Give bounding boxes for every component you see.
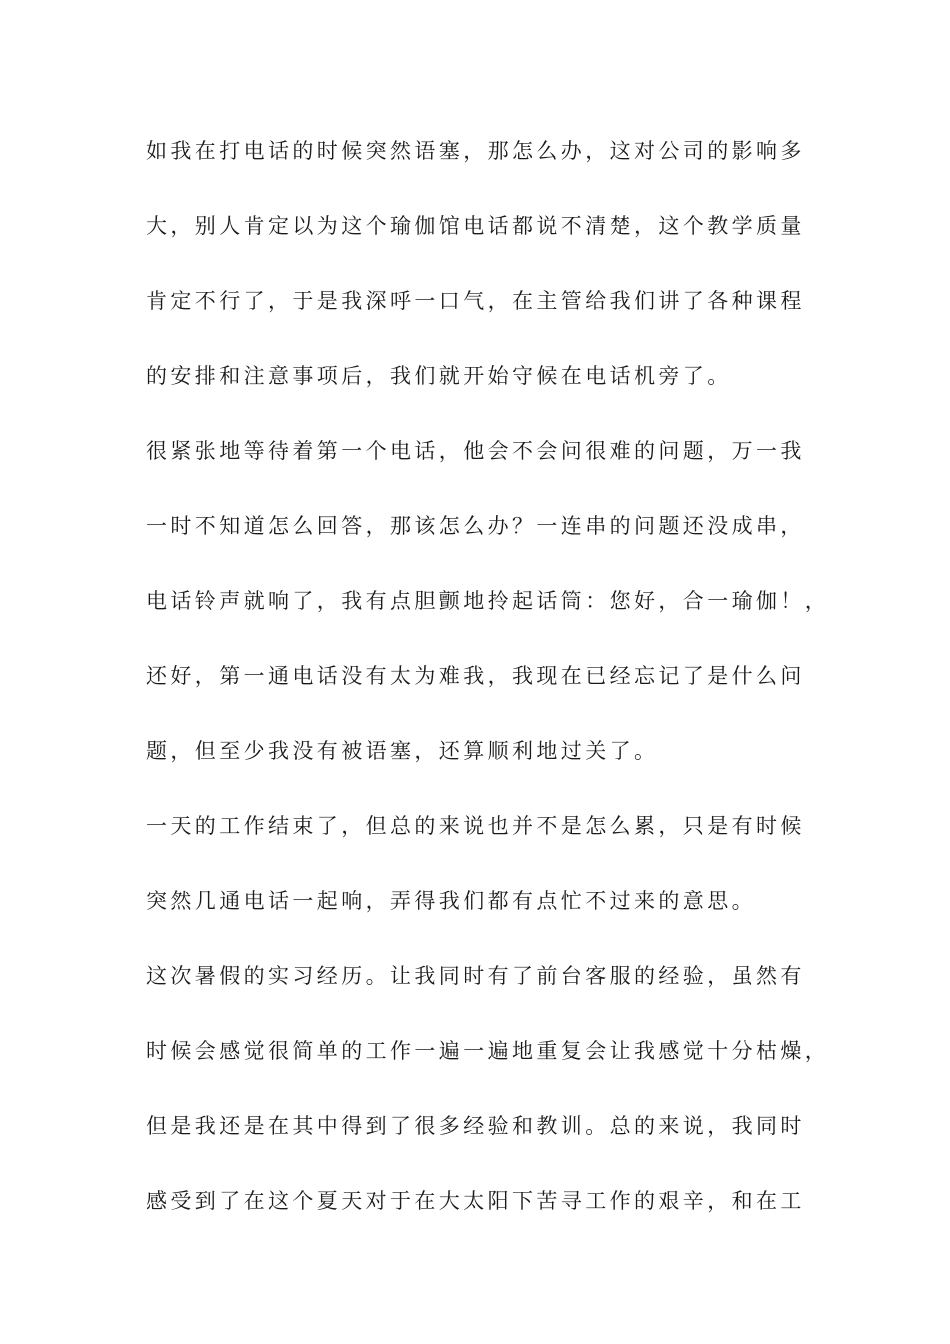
text-line: 但是我还是在其中得到了很多经验和教训。总的来说，我同时 [146,1114,805,1138]
text-line: 一天的工作结束了，但总的来说也并不是怎么累，只是有时候 [146,814,805,838]
text-line: 很紧张地等待着第一个电话，他会不会问很难的问题，万一我 [146,439,805,463]
text-line: 电话铃声就响了，我有点胆颤地拎起话筒：您好，合一瑜伽！， [146,589,830,613]
text-line: 大，别人肯定以为这个瑜伽馆电话都说不清楚，这个教学质量 [146,214,805,238]
text-line: 感受到了在这个夏天对于在大太阳下苦寻工作的艰辛，和在工 [146,1189,805,1213]
text-line: 这次暑假的实习经历。让我同时有了前台客服的经验，虽然有 [146,964,805,988]
text-line: 一时不知道怎么回答，那该怎么办？一连串的问题还没成串， [146,514,805,538]
text-line: 突然几通电话一起响，弄得我们都有点忙不过来的意思。 [146,889,756,913]
text-line: 的安排和注意事项后，我们就开始守候在电话机旁了。 [146,364,732,388]
text-line: 如我在打电话的时候突然语塞，那怎么办，这对公司的影响多 [146,139,805,163]
text-line: 时候会感觉很简单的工作一遍一遍地重复会让我感觉十分枯燥， [146,1039,830,1063]
text-line: 题，但至少我没有被语塞，还算顺利地过关了。 [146,739,659,763]
text-line: 肯定不行了，于是我深呼一口气，在主管给我们讲了各种课程 [146,289,805,313]
text-line: 还好，第一通电话没有太为难我，我现在已经忘记了是什么问 [146,664,805,688]
